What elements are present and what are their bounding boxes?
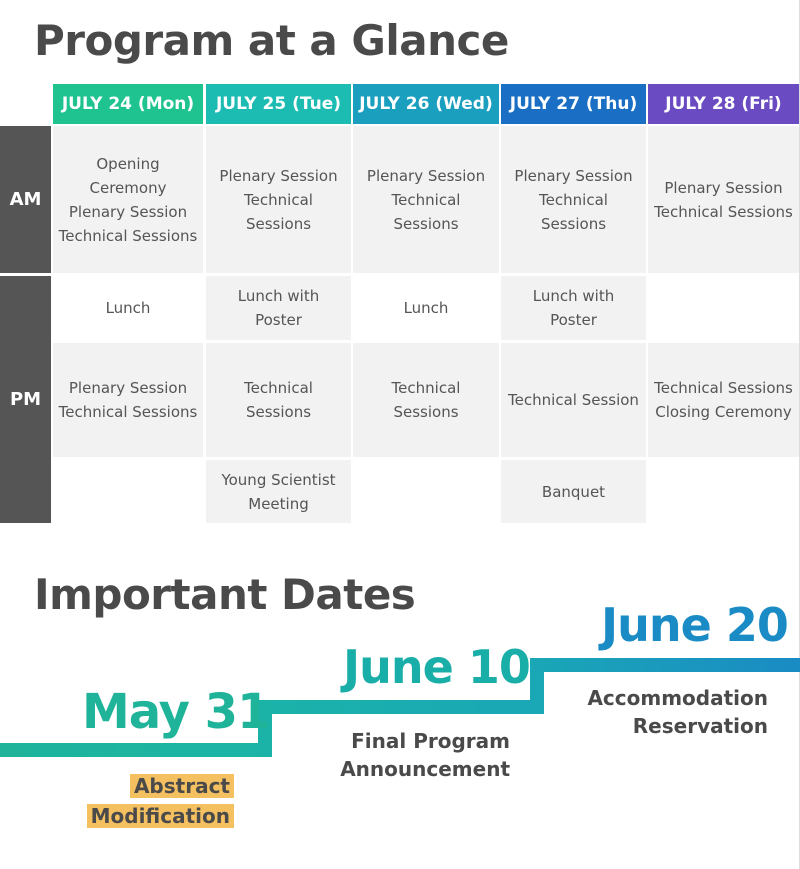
row-label-pm: PM xyxy=(0,276,51,523)
afternoon-cell-mon: Plenary Session Technical Sessions xyxy=(53,343,203,457)
label-abstract: Abstract xyxy=(130,774,234,798)
day-header-wed: JULY 26 (Wed) xyxy=(353,84,499,124)
timeline-step-3 xyxy=(530,658,800,672)
am-cell-fri: Plenary Session Technical Sessions xyxy=(648,126,799,273)
label-abstract-modification xyxy=(87,772,234,832)
row-label-am: AM xyxy=(0,126,51,273)
am-cell-tue: Plenary Session Technical Sessions xyxy=(206,126,351,273)
date-june-10: June 10 xyxy=(343,640,530,694)
label-accommodation-reservation xyxy=(587,684,768,740)
evening-cell-tue: Young Scientist Meeting xyxy=(206,460,351,523)
day-header-mon: JULY 24 (Mon) xyxy=(53,84,203,124)
am-cell-mon: Opening Ceremony Plenary Session Technical Sessions xyxy=(53,126,203,273)
evening-cell-wed xyxy=(353,460,499,523)
afternoon-cell-fri: Technical Sessions Closing Ceremony xyxy=(648,343,799,457)
afternoon-cell-tue: Technical Sessions xyxy=(206,343,351,457)
afternoon-cell-thu: Technical Session xyxy=(501,343,646,457)
lunch-cell-tue: Lunch with Poster xyxy=(206,276,351,340)
program-title: Program at a Glance xyxy=(34,16,509,65)
label-modification: Modification xyxy=(87,804,234,828)
afternoon-cell-wed: Technical Sessions xyxy=(353,343,499,457)
label-announcement: Announcement xyxy=(340,757,510,781)
timeline-step-2 xyxy=(258,700,530,714)
label-final-program-announcement xyxy=(340,727,510,783)
day-header-tue: JULY 25 (Tue) xyxy=(206,84,351,124)
timeline-step-1 xyxy=(0,743,258,757)
day-header-fri: JULY 28 (Fri) xyxy=(648,84,799,124)
evening-cell-thu: Banquet xyxy=(501,460,646,523)
lunch-cell-wed: Lunch xyxy=(353,276,499,340)
lunch-cell-mon: Lunch xyxy=(53,276,203,340)
date-may-31: May 31 xyxy=(82,684,270,740)
label-accommodation: Accommodation xyxy=(587,686,768,710)
am-cell-thu: Plenary Session Technical Sessions xyxy=(501,126,646,273)
important-dates-title: Important Dates xyxy=(34,570,416,619)
lunch-cell-thu: Lunch with Poster xyxy=(501,276,646,340)
day-header-thu: JULY 27 (Thu) xyxy=(501,84,646,124)
am-cell-wed: Plenary Session Technical Sessions xyxy=(353,126,499,273)
evening-cell-mon xyxy=(53,460,203,523)
evening-cell-fri xyxy=(648,460,799,523)
lunch-cell-fri xyxy=(648,276,799,340)
label-final-program: Final Program xyxy=(351,729,510,753)
label-reservation: Reservation xyxy=(632,714,768,738)
date-june-20: June 20 xyxy=(601,598,788,652)
